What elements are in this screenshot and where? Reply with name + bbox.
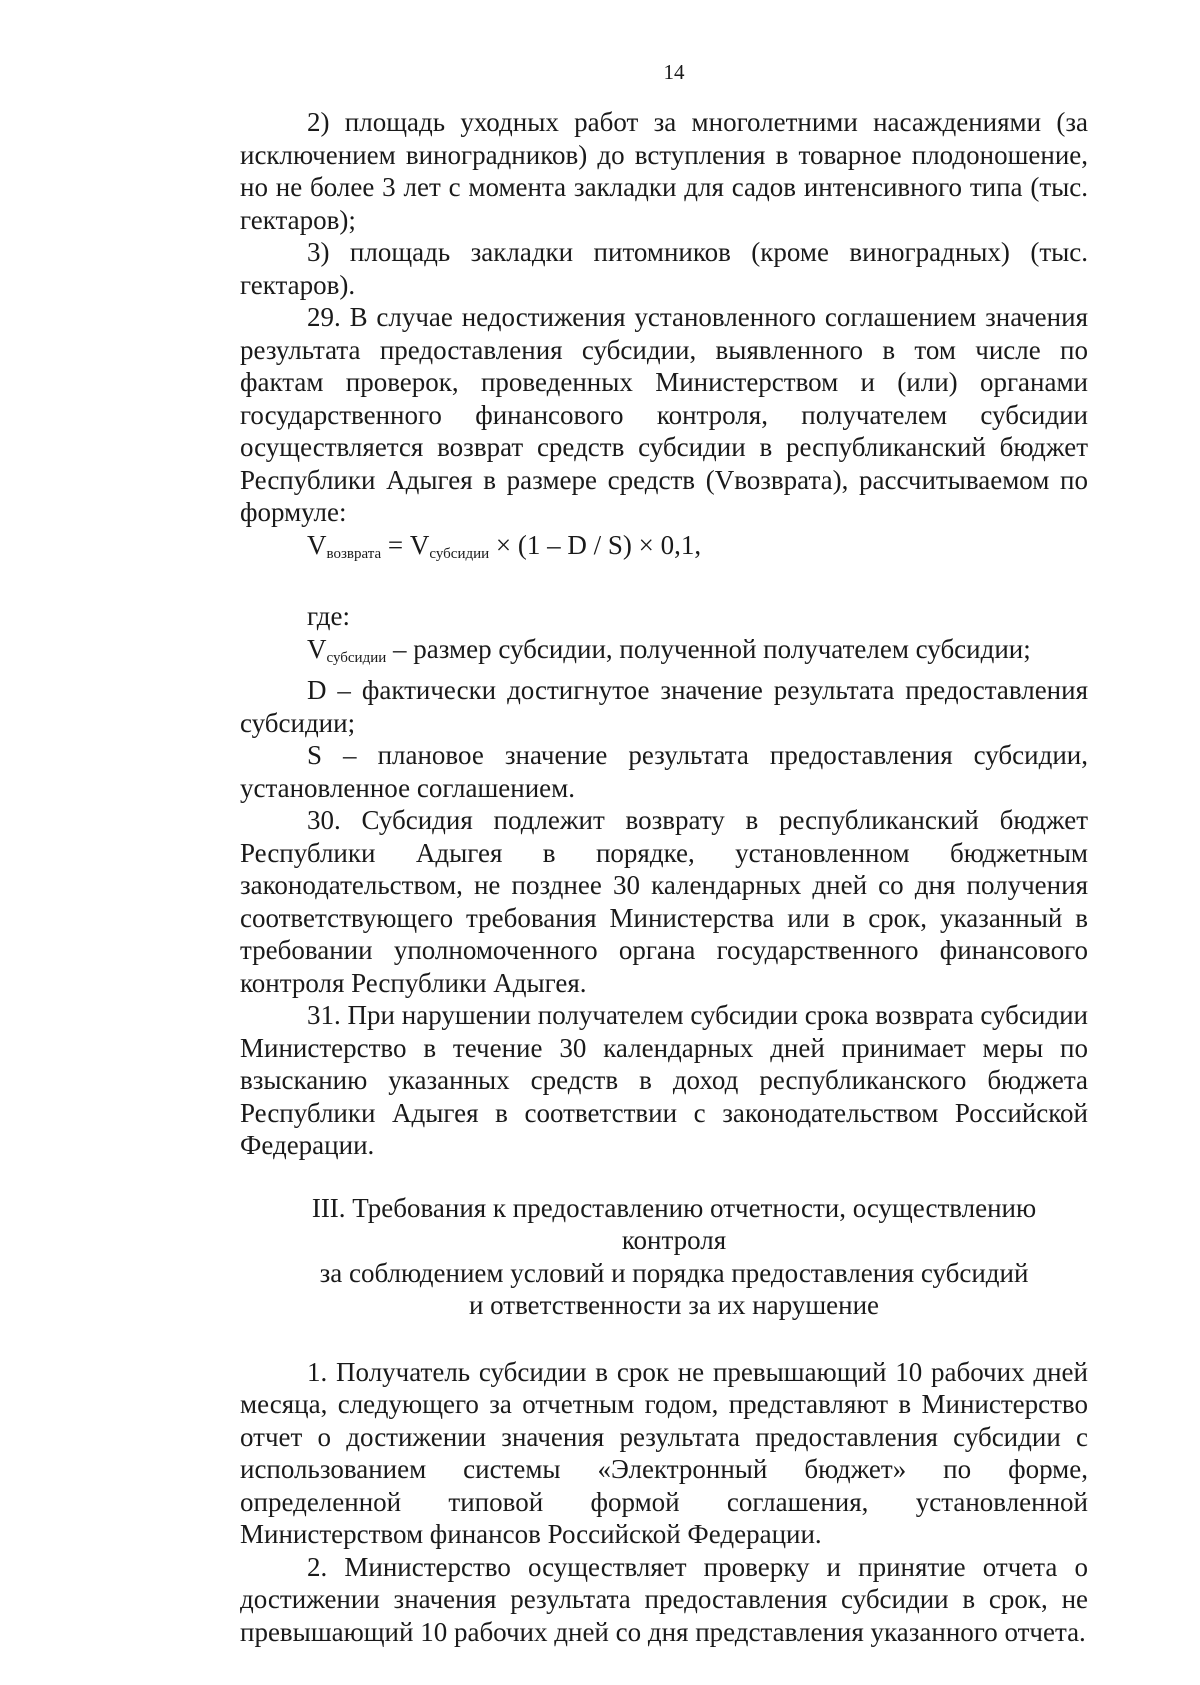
definition-s: S – плановое значение результата предоставления субсидии, установленное соглашением. bbox=[240, 740, 1088, 803]
formula-rhs-sub: субсидии bbox=[429, 545, 490, 562]
paragraph-clause-29: 29. В случае недостижения установленного соглашением значения результата предоставления субсидии, выявленного в том числе по фактам проверок, проведенных Министерством и (или) органами государственного финансового контроля, получателем субсидии осуществляется возврат средств субсидии в республиканский бюджет Республики Адыгея в размере средств (Vвозврата), рассчитываемом по формуле: bbox=[240, 302, 1088, 527]
return-formula bbox=[240, 529, 1088, 571]
definition-d: D – фактически достигнутое значение результата предоставления субсидии; bbox=[240, 675, 1088, 738]
def-v-symbol: V bbox=[307, 633, 327, 664]
formula-rhs-rest: × (1 – D / S) × 0,1, bbox=[489, 529, 702, 560]
formula-lhs-sub: возврата bbox=[326, 545, 382, 562]
paragraph-section-item-2: 2. Министерство осуществляет проверку и принятие отчета о достижении значения результата предоставления субсидии в срок, не превышающий 10 рабочих дней со дня представления указанного отчета. bbox=[240, 1551, 1088, 1647]
definition-v-subsidy bbox=[240, 633, 1088, 675]
definitions bbox=[240, 633, 1088, 805]
formula-lhs-symbol: V bbox=[307, 529, 327, 560]
section-heading bbox=[240, 1192, 1088, 1322]
def-v-sub: субсидии bbox=[326, 649, 387, 666]
formula-equals: = bbox=[381, 529, 410, 560]
def-v-text: – размер субсидии, полученной получателем субсидии; bbox=[386, 633, 1031, 664]
formula-rhs-symbol: V bbox=[409, 529, 430, 560]
section-heading-line-3: и ответственности за их нарушение bbox=[468, 1290, 880, 1320]
page-number: 14 bbox=[663, 60, 685, 84]
paragraph-clause-31: 31. При нарушении получателем субсидии срока возврата субсидии Министерство в течение 30 календарных дней принимает меры по взысканию указанных средств в доход республиканского бюджета Республики Адыгея в соответствии с законодательством Российской Федерации. bbox=[240, 1000, 1088, 1160]
paragraph-item-3: 3) площадь закладки питомников (кроме виноградных) (тыс. гектаров). bbox=[240, 237, 1088, 300]
paragraph-item-2: 2) площадь уходных работ за многолетними насаждениями (за исключением виноградников) до вступления в товарное плодоношение, но не более 3 лет с момента закладки для садов интенсивного типа (тыс. гектаров); bbox=[240, 107, 1088, 235]
section-heading-line-2: за соблюдением условий и порядка предоставления субсидий bbox=[319, 1257, 1029, 1288]
section-heading-line-1: III. Требования к предоставлению отчетности, осуществлению контроля bbox=[311, 1192, 1037, 1255]
paragraph-clause-30: 30. Субсидия подлежит возврату в республиканский бюджет Республики Адыгея в порядке, установленном бюджетным законодательством, не позднее 30 календарных дней со дня получения соответствующего требования Министерства или в срок, указанный в требовании уполномоченного органа государственного финансового контроля Республики Адыгея. bbox=[240, 805, 1088, 998]
paragraph-section-item-1: 1. Получатель субсидии в срок не превышающий 10 рабочих дней месяца, следующего за отчетным годом, представляют в Министерство отчет о достижении значения результата предоставления субсидии с использованием системы «Электронный бюджет» по форме, определенной типовой формой соглашения, установленной Министерством финансов Российской Федерации. bbox=[240, 1356, 1088, 1549]
where-label: где: bbox=[307, 601, 350, 631]
